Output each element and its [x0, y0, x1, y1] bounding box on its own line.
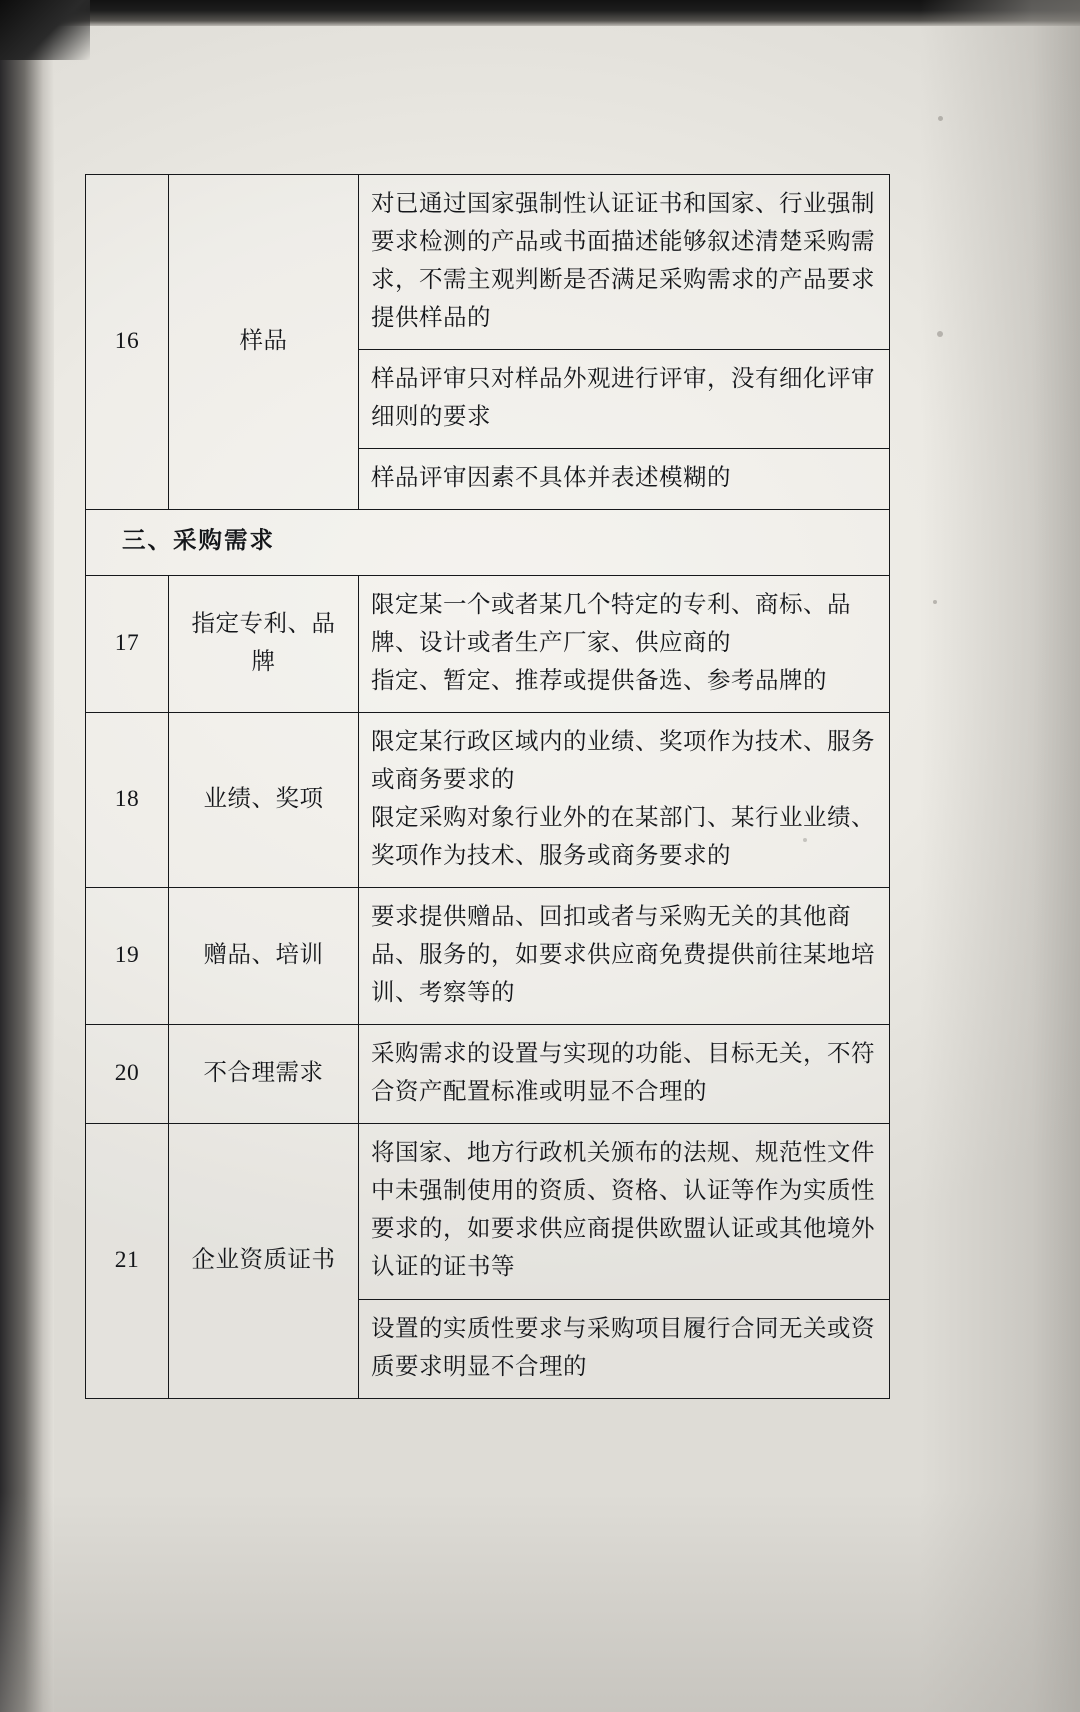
paper-speck — [938, 116, 943, 121]
table-row — [86, 175, 890, 350]
page-edge-top — [0, 0, 1080, 26]
row-number-cell: 18 — [86, 712, 169, 887]
row-name-cell: 不合理需求 — [169, 1025, 359, 1124]
section-title: 三、采购需求 — [86, 510, 890, 575]
row-name-cell: 样品 — [169, 175, 359, 510]
row-description-cell: 采购需求的设置与实现的功能、目标无关，不符合资产配置标准或明显不合理的 — [359, 1025, 890, 1124]
row-name-cell: 企业资质证书 — [169, 1124, 359, 1398]
paper-speck — [937, 331, 943, 337]
row-number-cell: 19 — [86, 887, 169, 1024]
table-body — [86, 175, 890, 1399]
table-row — [86, 1124, 890, 1299]
row-name-cell: 业绩、奖项 — [169, 712, 359, 887]
paper-speck — [933, 600, 937, 604]
table-row — [86, 887, 890, 1024]
procurement-requirements-table — [85, 174, 890, 1399]
row-description-cell: 限定某一个或者某几个特定的专利、商标、品牌、设计或者生产厂家、供应商的 指定、暂定、推荐或提供备选、参考品牌的 — [359, 575, 890, 712]
row-name-cell: 赠品、培训 — [169, 887, 359, 1024]
row-number-cell: 20 — [86, 1025, 169, 1124]
row-number-cell: 16 — [86, 175, 169, 510]
row-description-cell: 设置的实质性要求与采购项目履行合同无关或资质要求明显不合理的 — [359, 1299, 890, 1398]
page-shade-right — [920, 0, 1080, 1712]
page-corner-shadow — [0, 0, 90, 60]
page-shade-bottom — [0, 1492, 1080, 1712]
row-number-cell: 21 — [86, 1124, 169, 1398]
row-description-cell: 样品评审因素不具体并表述模糊的 — [359, 449, 890, 510]
table-row — [86, 575, 890, 712]
row-description-cell: 对已通过国家强制性认证证书和国家、行业强制要求检测的产品或书面描述能够叙述清楚采购需求，不需主观判断是否满足采购需求的产品要求提供样品的 — [359, 175, 890, 350]
row-description-cell: 样品评审只对样品外观进行评审，没有细化评审细则的要求 — [359, 350, 890, 449]
table-row — [86, 712, 890, 887]
row-description-cell: 将国家、地方行政机关颁布的法规、规范性文件中未强制使用的资质、资格、认证等作为实质性要求的，如要求供应商提供欧盟认证或其他境外认证的证书等 — [359, 1124, 890, 1299]
table-row — [86, 1025, 890, 1124]
row-number-cell: 17 — [86, 575, 169, 712]
row-description-cell: 要求提供赠品、回扣或者与采购无关的其他商品、服务的，如要求供应商免费提供前往某地培训、考察等的 — [359, 887, 890, 1024]
page-edge-left — [0, 0, 54, 1712]
row-name-cell: 指定专利、品牌 — [169, 575, 359, 712]
table-section-row — [86, 510, 890, 575]
row-description-cell: 限定某行政区域内的业绩、奖项作为技术、服务或商务要求的 限定采购对象行业外的在某部门、某行业业绩、奖项作为技术、服务或商务要求的 — [359, 712, 890, 887]
